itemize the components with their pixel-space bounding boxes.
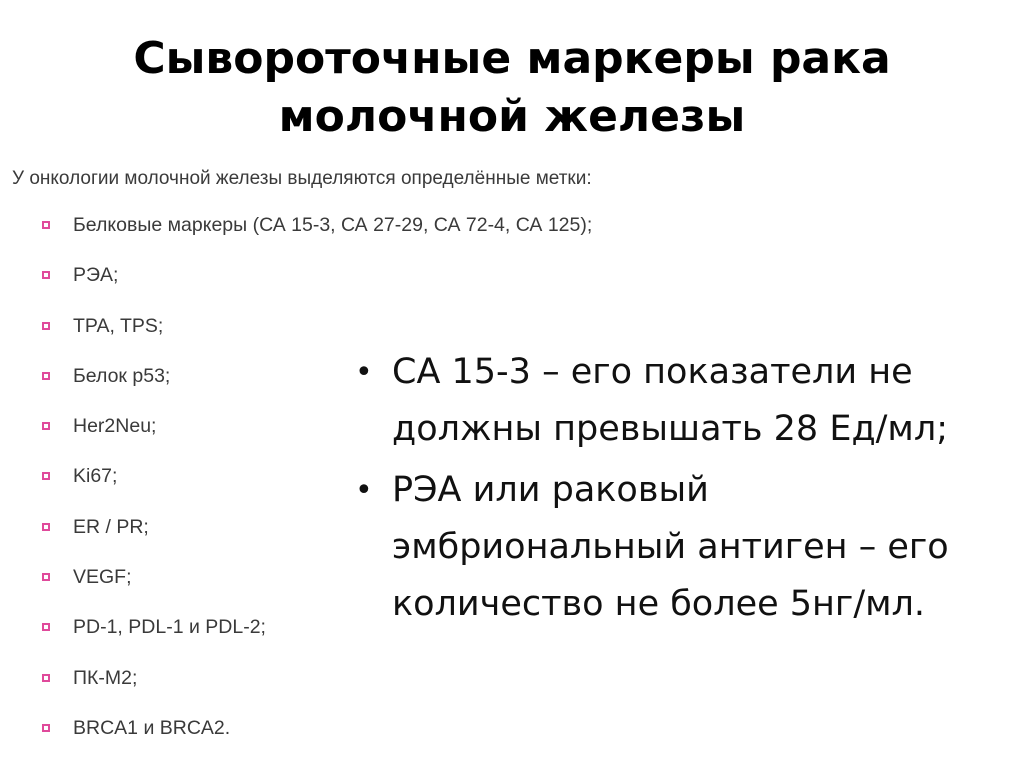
square-bullet-icon [42, 271, 50, 279]
square-bullet-icon [42, 422, 50, 430]
marker-text: Белок p53; [73, 364, 171, 387]
marker-text: ER / PR; [73, 515, 149, 538]
key-point [355, 344, 995, 458]
marker-text: Белковые маркеры (СА 15-3, СА 27-29, СА 72-4, СА 125); [73, 214, 593, 236]
list-item [42, 212, 592, 262]
square-bullet-icon [42, 472, 50, 480]
slide-title-line-2: молочной железы [278, 91, 746, 142]
square-bullet-icon [42, 523, 50, 531]
square-bullet-icon [42, 221, 50, 229]
marker-text: Her2Neu; [73, 415, 157, 438]
marker-text: РЭА; [73, 264, 119, 287]
bullet-dot-icon: • [355, 355, 373, 390]
list-item [42, 715, 592, 765]
marker-text: Ki67; [73, 465, 118, 488]
marker-text: TPA, TPS; [73, 314, 164, 337]
marker-text: VEGF; [73, 566, 132, 589]
square-bullet-icon [42, 322, 50, 330]
key-point-text: РЭА или раковый эмбриональный антиген – его количество не более 5нг/мл. [392, 470, 949, 624]
marker-text: PD-1, PDL-1 и PDL-2; [73, 616, 266, 639]
marker-text: BRCA1 и BRCA2. [73, 716, 231, 739]
marker-text: ПК-М2; [73, 666, 138, 689]
square-bullet-icon [42, 573, 50, 581]
list-item [42, 665, 592, 715]
square-bullet-icon [42, 724, 50, 732]
square-bullet-icon [42, 372, 50, 380]
slide-title-line-1: Сывороточные маркеры рака [133, 33, 891, 84]
square-bullet-icon [42, 674, 50, 682]
square-bullet-icon [42, 623, 50, 631]
intro-text: У онкологии молочной железы выделяются определённые метки: [12, 168, 592, 189]
bullet-dot-icon: • [355, 473, 373, 508]
list-item [42, 262, 592, 312]
key-point [355, 462, 995, 633]
slide-title [0, 30, 1024, 146]
key-point-text: CA 15-3 – его показатели не должны превышать 28 Ед/мл; [392, 352, 949, 449]
key-points-list [355, 344, 995, 637]
